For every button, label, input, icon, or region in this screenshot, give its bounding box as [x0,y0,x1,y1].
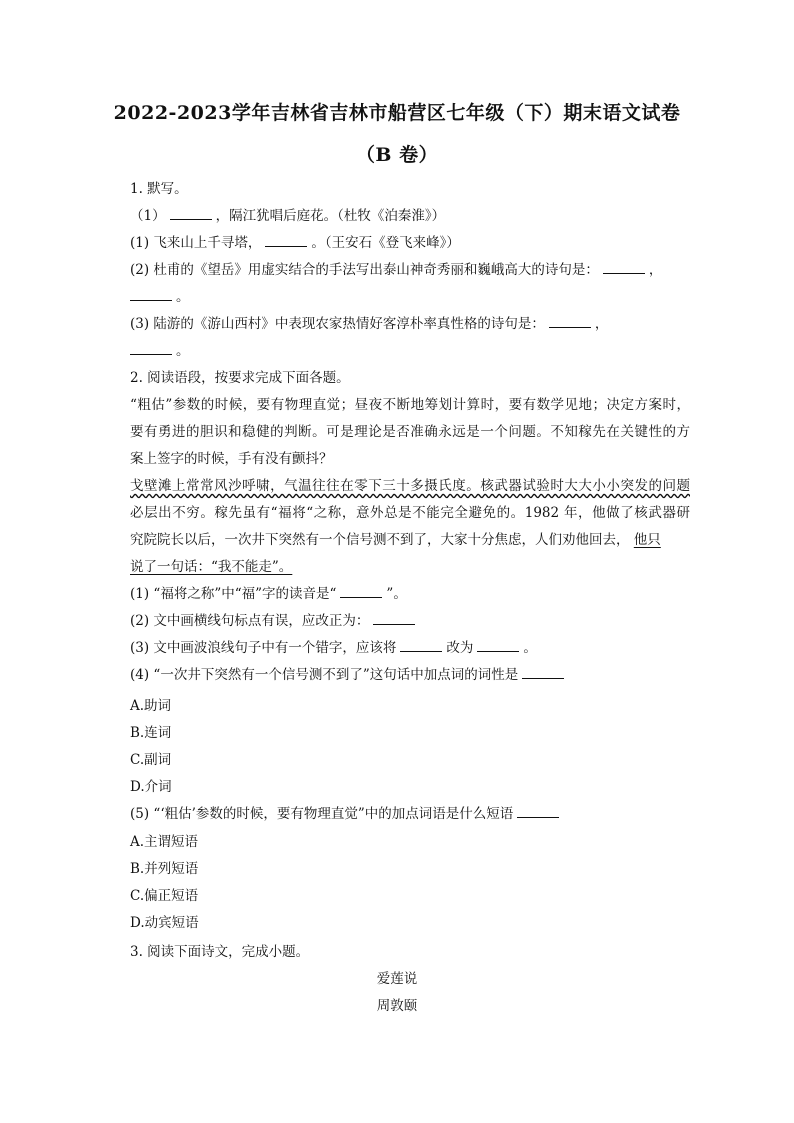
answer-blank[interactable] [130,342,172,355]
answer-blank[interactable] [130,288,172,301]
q2-sub-1 [130,585,690,603]
q1-l4b-tail: 。 [176,343,190,359]
q2-sub-5 [130,805,690,823]
answer-blank[interactable] [517,805,559,818]
q1-l4-tail: ， [594,316,609,332]
q2-s5-option-b[interactable]: B.并列短语 [130,861,199,877]
underlined-sentence-start: 他只 [633,532,661,548]
q2-passage-line-1: “粗估”参数的时候，要有物理直觉；昼夜不断地筹划计算时，要有数学见地；决定方案时， [130,397,690,413]
q2-s4-option-d[interactable]: D.介词 [130,779,172,795]
q2-sub-3 [130,639,690,657]
q1-l2-text: (1) 飞来山上千寻塔， [130,235,262,251]
answer-blank[interactable] [549,315,591,328]
answer-blank[interactable] [340,585,382,598]
q2-s4-option-a[interactable]: A.助词 [130,698,172,714]
q2-passage-line-2: 要有勇进的胆识和稳健的判断。可是理论是否准确永远是一个问题。不知稼先在关键性的方 [130,424,690,440]
q2-heading: 2. 阅读语段，按要求完成下面各题。 [130,370,350,386]
underlined-sentence-end: 说了一句话：“我不能走”。 [130,559,293,575]
q2-passage-line-6 [130,531,690,549]
q2-passage-line-4 [130,477,690,495]
q1-l3-tail: ， [648,262,663,278]
q2-s3-tail: 。 [523,640,537,656]
q1-line-2 [130,234,690,252]
q1-line-1 [130,207,690,225]
q2-s5-text: (5) “‘粗估’参数的时候，要有物理直觉”中的加点词语是什么短语 [130,806,514,822]
q1-line-4b [130,342,690,360]
q2-s2-text: (2) 文中画横线句标点有误，应改正为： [130,613,370,629]
q2-passage-line-5: 必层出不穷。稼先虽有“福将“之称，意外总是不能完全避免的。1982 年，他做了核武器研 [130,505,690,521]
q2-p6-text: 究院院长以后，一次井下突然有一个信号测不到了，大家十分焦虑，人们劝他回去， [130,532,630,548]
answer-blank[interactable] [373,612,415,625]
q1-line-4 [130,315,690,333]
q2-s3-text: (3) 文中画波浪线句子中有一个错字，应该将 [130,640,397,656]
q1-l4-text: (3) 陆游的《游山西村》中表现农家热情好客淳朴率真性格的诗句是： [130,316,545,332]
q2-passage-line-7 [130,558,690,576]
q1-l1-text: ，隔江犹唱后庭花。（杜牧《泊秦淮》） [215,208,446,224]
q3-heading: 3. 阅读下面诗文，完成小题。 [130,944,310,960]
poem-title: 爱莲说 [376,971,418,987]
q2-s5-option-c[interactable]: C.偏正短语 [130,888,199,904]
q1-heading: 1. 默写。 [130,181,188,197]
q1-l3-text: (2) 杜甫的《望岳》用虚实结合的手法写出泰山神奇秀丽和巍峨高大的诗句是： [130,262,599,278]
q1-l2-tail: 。（王安石《登飞来峰》） [311,235,460,251]
q1-l3b-tail: 。 [176,289,190,305]
q1-l1-label: （1） [130,208,166,224]
q2-s3-mid: 改为 [446,640,474,656]
q2-sub-4 [130,666,690,684]
q2-s1-text: (1) “福将之称”中“福”字的读音是“ [130,586,337,602]
answer-blank[interactable] [400,639,442,652]
answer-blank[interactable] [477,639,519,652]
q2-s4-text: (4) “一次井下突然有一个信号测不到了”这句话中加点词的词性是 [130,667,519,683]
q2-s5-option-a[interactable]: A.主谓短语 [130,834,199,850]
answer-blank[interactable] [265,234,307,247]
wavy-underlined-sentence: 戈壁滩上常常风沙呼啸，气温往往在零下三十多摄氏度。核武器试验时大大小小突发的问题 [130,478,690,494]
exam-subtitle: （B 卷） [355,144,439,166]
q2-passage-line-3: 案上签字的时候，手有没有颤抖？ [130,451,333,467]
answer-blank[interactable] [522,666,564,679]
answer-blank[interactable] [603,261,645,274]
q2-s4-option-c[interactable]: C.副词 [130,752,172,768]
q2-s5-option-d[interactable]: D.动宾短语 [130,915,199,931]
q2-s1-tail: ”。 [386,586,407,602]
q2-s4-option-b[interactable]: B.连词 [130,725,172,741]
q2-sub-2 [130,612,690,630]
poem-author: 周敦颐 [376,998,418,1014]
q1-line-3 [130,261,690,279]
answer-blank[interactable] [170,207,212,220]
q1-line-3b [130,288,690,306]
exam-title: 2022-2023学年吉林省吉林市船营区七年级（下）期末语文试卷 [113,102,681,124]
